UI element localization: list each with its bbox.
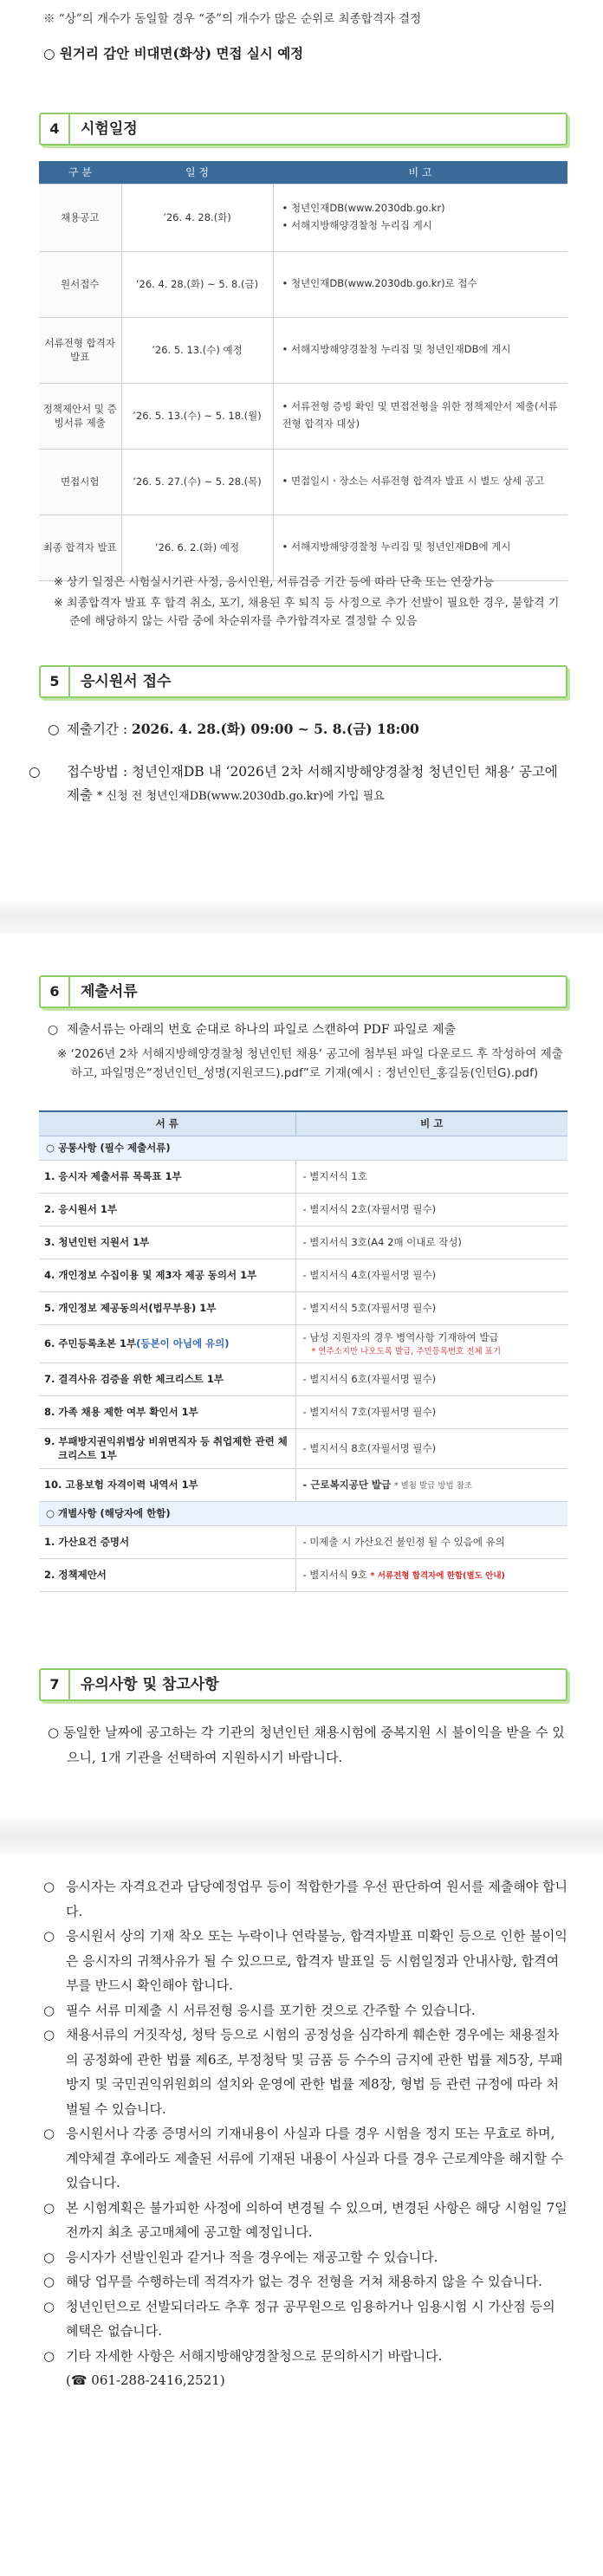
document-name-extra: (등본이 아님에 유의) (136, 1337, 230, 1349)
note-line: • 청년인재DB(www.2030db.go.kr) (282, 200, 560, 217)
document-name: 3. 청년인턴 지원서 1부 (39, 1226, 295, 1259)
list-item: ○ 기타 자세한 사항은 서해지방해양경찰청으로 문의하시기 바랍니다. (43, 2347, 443, 2364)
document-name: 1. 응시자 제출서류 목록표 1부 (39, 1160, 295, 1193)
document-note: - 별지서식 4호(자필서명 필수) (295, 1259, 567, 1291)
stage-date: ’26. 5. 13.(수) 예정 (121, 317, 273, 383)
document-name: 1. 가산요건 증명서 (39, 1525, 295, 1558)
stage-label: 채용공고 (39, 184, 121, 251)
table-row (39, 1395, 567, 1428)
table-header: 일 정 (121, 161, 273, 184)
table-row (39, 317, 567, 383)
tie-break-note: ※ “상”의 개수가 동일할 경우 “중”의 개수가 많은 순위로 최종합격자 결정 (43, 12, 422, 26)
stage-notes (273, 184, 567, 251)
section-6-header (39, 975, 567, 1008)
table-row (39, 1362, 567, 1395)
stage-notes (273, 317, 567, 383)
method-value: 청년인재DB 내 ‘2026년 2차 서해지방해양경찰청 청년인턴 채용’ 공고에 제출 (67, 764, 558, 804)
stage-label: 최종 합격자 발표 (39, 515, 121, 580)
stage-date: ’26. 5. 27.(수) ~ 5. 28.(목) (121, 449, 273, 515)
table-row (39, 1291, 567, 1324)
document-note-red: * 서류전형 합격자에 한함(별도 안내) (370, 1571, 505, 1581)
document-note: - 별지서식 5호(자필서명 필수) (295, 1291, 567, 1324)
list-item: ○ 응시원서나 각종 증명서의 기재내용이 사실과 다를 경우 시험을 정지 또는 무효로 하며, 계약체결 후에라도 제출된 서류에 기재된 내용이 사실과 다를 경우 근로계약을 해지할 수 있습니다. (43, 2126, 564, 2191)
document-note: - 미제출 시 가산요건 불인정 될 수 있음에 유의 (295, 1525, 567, 1558)
document-name: 7. 결격사유 검증을 위한 체크리스트 1부 (39, 1362, 295, 1395)
document-note: - 별지서식 8호(자필서명 필수) (295, 1428, 567, 1468)
notice-panel-1 (0, 0, 603, 901)
table-row (39, 515, 567, 580)
notice-panel-2 (0, 934, 603, 1819)
table-row (39, 1558, 567, 1591)
table-header: 비 고 (295, 1111, 567, 1136)
stage-label: 서류전형 합격자 발표 (39, 317, 121, 383)
schedule-note-1: ※ 상기 일정은 시험실시기관 사정, 응시인원, 서류검증 기간 등에 따라 단축 또는 연장가능 (54, 576, 495, 589)
group-row: ○ 개별사항 (해당자에 한함) (39, 1501, 567, 1525)
document-note: - 별지서식 9호 * 서류전형 합격자에 한함(별도 안내) (295, 1558, 567, 1591)
table-header: 구 분 (39, 161, 121, 184)
document-note: - 별지서식 7호(자필서명 필수) (295, 1395, 567, 1428)
table-header: 비 고 (273, 161, 567, 184)
table-row (39, 383, 567, 449)
schedule-table (39, 161, 567, 581)
list-item: ○ 응시자는 자격요건과 담당예정업무 등이 적합한가를 우선 판단하여 원서를 제출해야 합니다. (43, 1879, 568, 1919)
stage-date: ’26. 4. 28.(화) (121, 184, 273, 251)
document-note: - 남성 지원자의 경우 병역사항 기재하여 발급 * 연주소지만 나오도록 발급, 주민등록번호 전체 표기 (295, 1324, 567, 1362)
interview-bullet: ○ 원거리 감안 비대면(화상) 면접 실시 예정 (43, 45, 304, 61)
list-item: ○ 응시자가 선발인원과 같거나 적을 경우에는 재공고할 수 있습니다. (43, 2249, 438, 2265)
section-title: 시험일정 (81, 120, 138, 138)
document-name: 8. 가족 채용 제한 여부 확인서 1부 (39, 1395, 295, 1428)
stage-notes (273, 449, 567, 515)
section-number: 7 (41, 1670, 70, 1699)
document-note: - 별지서식 6호(자필서명 필수) (295, 1362, 567, 1395)
note-line: • 서해지방해양경찰청 누리집 및 청년인재DB에 게시 (282, 539, 560, 556)
table-row (39, 1428, 567, 1468)
table-row (39, 1193, 567, 1226)
table-row (39, 1324, 567, 1362)
group-row: ○ 공통사항 (필수 제출서류) (39, 1136, 567, 1160)
document-name: 6. 주민등록초본 1부(등본이 아님에 유의) (39, 1324, 295, 1362)
submission-method: ○ 접수방법 : 청년인재DB 내 ‘2026년 2차 서해지방해양경찰청 청년인턴 채용’ 공고에 제출 * 신청 전 청년인재DB(www.2030db.go.kr)에 가입 필요 (29, 764, 558, 804)
list-item: ○ 채용서류의 거짓작성, 청탁 등으로 시험의 공정성을 심각하게 훼손한 경우에는 채용절차의 공정화에 관한 법률 제6조, 부정청탁 및 금품 등 수수의 금지에 관한 법률 제5장, 부패방지 및 국민권익위원회의 설치와 운영에 관한 법률 제8장, 형법 등 관련 규정에 따라 처벌될 수 있습니다. (43, 2027, 563, 2117)
stage-notes (273, 383, 567, 449)
note-line: • 청년인재DB(www.2030db.go.kr)로 접수 (282, 275, 560, 293)
section-7-header (39, 1668, 567, 1701)
note-line: • 서해지방해양경찰청 누리집 게시 (282, 217, 560, 235)
notes-list (43, 1874, 568, 2393)
stage-date: ’26. 6. 2.(화) 예정 (121, 515, 273, 580)
schedule-note-2: ※ 최종합격자 발표 후 합격 취소, 포기, 채용된 후 퇴직 등 사정으로 추가 선발이 필요한 경우, 불합격 기준에 해당하지 않는 사람 중에 차순위자를 추가합격자로 결정할 수 있음 (54, 597, 560, 629)
documents-intro: ○ 제출서류는 아래의 번호 순대로 하나의 파일로 스캔하여 PDF 파일로 제출 (48, 1023, 457, 1037)
stage-notes (273, 515, 567, 580)
list-item: ○ 본 시험계획은 불가피한 사정에 의하여 변경될 수 있으며, 변경된 사항은 해당 시험일 7일 전까지 최초 공고매체에 공고할 예정입니다. (43, 2199, 567, 2240)
stage-label: 면접시험 (39, 449, 121, 515)
documents-filename-note: ※ ‘2026년 2차 서해지방해양경찰청 청년인턴 채용’ 공고에 첨부된 파일 다운로드 후 작성하여 제출하고, 파일명은“정년인턴_성명(지원코드).pdf”로 기재(예시 : 정년인턴_홍길동(인턴G).pdf) (57, 1047, 563, 1081)
list-item: ○ 응시원서 상의 기재 착오 또는 누락이나 연락불능, 합격자발표 미확인 등으로 인한 불이익은 응시자의 귀책사유가 될 수 있으므로, 합격자 발표일 등 시험일정과 안내사항, 합격여부를 반드시 확인해야 합니다. (43, 1928, 567, 1993)
document-name: 5. 개인정보 제공동의서(법무부용) 1부 (39, 1291, 295, 1324)
document-name: 4. 개인정보 수집이용 및 제3자 제공 동의서 1부 (39, 1259, 295, 1291)
document-name: 10. 고용보험 자격이력 내역서 1부 (39, 1468, 295, 1501)
table-row (39, 184, 567, 251)
section-title: 제출서류 (81, 983, 138, 1000)
method-note: * 신청 전 청년인재DB(www.2030db.go.kr)에 가입 필요 (96, 790, 385, 804)
document-name: 9. 부패방지권익위법상 비위면직자 등 취업제한 관련 체크리스트 1부 (39, 1428, 295, 1468)
table-header: 서 류 (39, 1111, 295, 1136)
period-value: 2026. 4. 28.(화) 09:00 ~ 5. 8.(금) 18:00 (131, 721, 419, 737)
duplicate-application-note: ○ 동일한 날짜에 공고하는 각 기관의 청년인턴 채용시험에 중복지원 시 불이익을 받을 수 있으니, 1개 기관을 선택하여 지원하시기 바랍니다. (48, 1725, 565, 1766)
document-note-red: * 연주소지만 나오도록 발급, 주민등록번호 전체 표기 (311, 1347, 502, 1356)
section-4-header (39, 113, 567, 146)
document-name: 2. 정책제안서 (39, 1558, 295, 1591)
section-number: 5 (41, 667, 70, 696)
notice-panel-3 (0, 1854, 603, 2576)
table-row (39, 1525, 567, 1558)
table-row (39, 1160, 567, 1193)
panel-gap (0, 1819, 603, 1854)
document-name: 2. 응시원서 1부 (39, 1193, 295, 1226)
stage-date: ’26. 4. 28.(화) ~ 5. 8.(금) (121, 251, 273, 317)
stage-label: 정책제안서 및 증빙서류 제출 (39, 383, 121, 449)
list-item: ○ 청년인턴으로 선발되더라도 추후 정규 공무원으로 임용하거나 임용시험 시 가산점 등의 혜택은 없습니다. (43, 2298, 555, 2339)
contact-phone: (☎ 061-288-2416,2521) (66, 2372, 225, 2388)
submission-period: ○ 제출기간 : 2026. 4. 28.(화) 09:00 ~ 5. 8.(금) 18:00 (48, 721, 419, 737)
stage-notes (273, 251, 567, 317)
documents-table (39, 1110, 567, 1592)
section-title: 응시원서 접수 (81, 673, 172, 690)
table-row (39, 449, 567, 515)
note-line: • 서해지방해양경찰청 누리집 및 청년인재DB에 게시 (282, 341, 560, 359)
note-line: • 서류전형 증빙 확인 및 면접전형을 위한 정책제안서 제출(서류전형 합격자 대상) (282, 398, 560, 432)
section-number: 6 (41, 977, 70, 1006)
document-note: - 근로복지공단 발급 * 별첨 발급 방법 참조 (295, 1468, 567, 1501)
table-row (39, 1468, 567, 1501)
section-5-header (39, 665, 567, 698)
document-note: - 별지서식 1호 (295, 1160, 567, 1193)
section-title: 유의사항 및 참고사항 (81, 1676, 219, 1693)
table-row (39, 1259, 567, 1291)
section-number: 4 (41, 114, 70, 144)
list-item: ○ 해당 업무를 수행하는데 적격자가 없는 경우 전형을 거쳐 채용하지 않을 수 있습니다. (43, 2274, 542, 2289)
panel-gap (0, 901, 603, 934)
table-row (39, 251, 567, 317)
document-note: - 별지서식 2호(자필서명 필수) (295, 1193, 567, 1226)
stage-date: ’26. 5. 13.(수) ~ 5. 18.(월) (121, 383, 273, 449)
list-item: ○ 필수 서류 미제출 시 서류전형 응시를 포기한 것으로 간주할 수 있습니다. (43, 2002, 476, 2018)
stage-label: 원서접수 (39, 251, 121, 317)
document-note: - 별지서식 3호(A4 2매 이내로 작성) (295, 1226, 567, 1259)
table-row (39, 1226, 567, 1259)
note-line: • 면접일시ㆍ장소는 서류전형 합격자 발표 시 별도 상세 공고 (282, 473, 560, 490)
